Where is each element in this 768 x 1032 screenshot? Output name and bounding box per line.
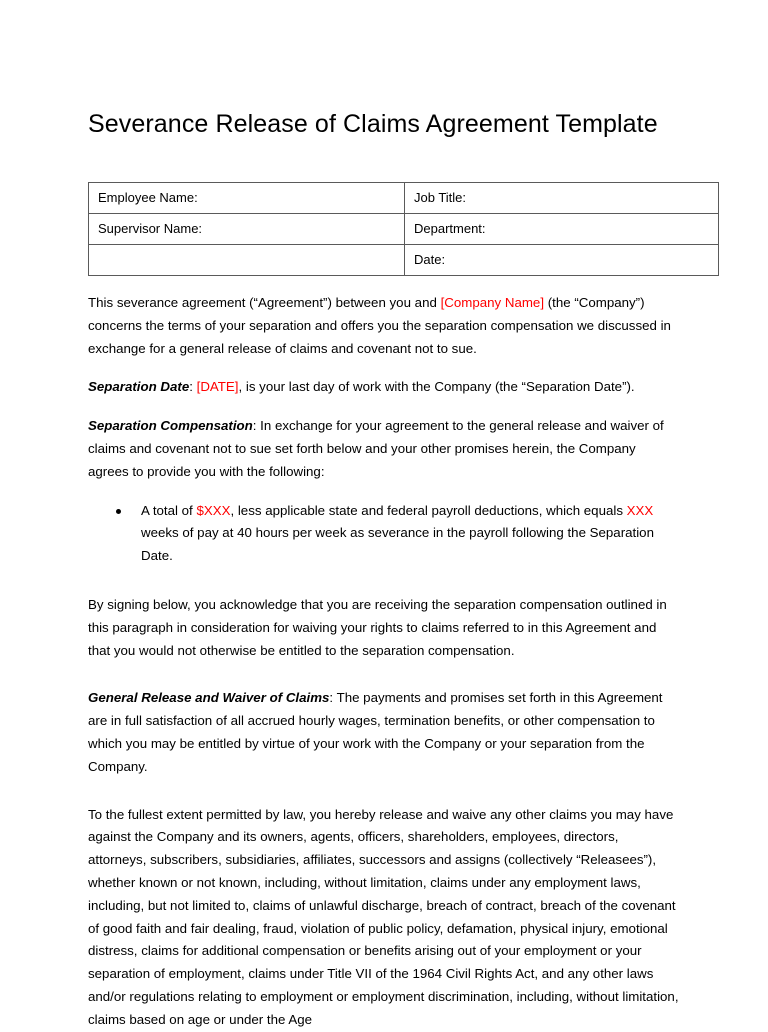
list-item bbox=[88, 500, 680, 568]
separation-compensation-paragraph bbox=[88, 399, 680, 483]
supervisor-name-cell: Supervisor Name: bbox=[89, 214, 405, 245]
page-title: Severance Release of Claims Agreement Template bbox=[88, 110, 658, 138]
paragraph-spacer bbox=[88, 568, 680, 578]
weeks-placeholder: XXX bbox=[626, 502, 654, 518]
employee-info-table bbox=[88, 182, 719, 276]
bullet-text-part2: , less applicable state and federal payroll deductions, which equals bbox=[230, 502, 627, 518]
company-name-placeholder: [Company Name] bbox=[440, 295, 545, 310]
paragraph-spacer bbox=[88, 662, 680, 672]
bullet-dot-icon bbox=[116, 509, 121, 514]
employee-name-cell: Employee Name: bbox=[89, 183, 405, 214]
table-row bbox=[89, 245, 719, 276]
separation-compensation-heading: Separation Compensation bbox=[88, 418, 253, 434]
general-release-heading: General Release and Waiver of Claims bbox=[88, 690, 330, 706]
intro-text-part2: (the “Company”) concerns the terms of your separation and offers you the separation compensation we discussed in exchange for a general release of claims and covenant not to sue. bbox=[88, 295, 671, 356]
amount-placeholder: $XXX bbox=[196, 502, 231, 518]
separation-date-heading: Separation Date bbox=[88, 379, 190, 395]
general-release-paragraph bbox=[88, 672, 680, 778]
acknowledgement-paragraph: By signing below, you acknowledge that you are receiving the separation compensation outlined in this paragraph in consideration for waiving your rights to claims referred to in this Agreement and that you would not otherwise be entitled to the separation compensation. bbox=[88, 596, 667, 658]
intro-paragraph bbox=[88, 276, 680, 360]
compensation-bullet-list bbox=[88, 484, 680, 568]
separation-date-colon: : bbox=[189, 379, 197, 395]
department-cell: Department: bbox=[405, 214, 719, 245]
bullet-text-part3: weeks of pay at 40 hours per week as severance in the payroll following the Separation Date. bbox=[141, 525, 654, 564]
empty-cell bbox=[89, 245, 405, 276]
date-cell: Date: bbox=[405, 245, 719, 276]
table-row bbox=[89, 183, 719, 214]
paragraph-spacer bbox=[88, 779, 680, 789]
intro-text-part1: This severance agreement (“Agreement”) between you and bbox=[88, 295, 441, 310]
general-release-text: : The payments and promises set forth in this Agreement are in full satisfaction of all accrued hourly wages, termination benefits, or other compensation to which you may be entitled by virtue of your work with the Company or your separation from the Company. bbox=[88, 690, 663, 774]
separation-date-text: , is your last day of work with the Company (the “Separation Date”). bbox=[238, 379, 635, 395]
table-row bbox=[89, 214, 719, 245]
fullest-extent-paragraph: To the fullest extent permitted by law, you hereby release and waive any other claims you may have against the Company and its owners, agents, officers, shareholders, employees, directors, attorneys, subscribers, subsidiaries, affiliates, successors and assigns (collectively “Releasees”), whether known or not known, including, without limitation, claims under any employment laws, including, but not limited to, claims of unlawful discharge, breach of contract, breach of the covenant of good faith and fair dealing, fraud, violation of public policy, defamation, physical injury, emotional distress, claims for additional compensation or benefits arising out of your employment or your separation of employment, claims under Title VII of the 1964 Civil Rights Act, and any other laws and/or regulations relating to employment or employment discrimination, including, without limitation, claims based on age or under the Age bbox=[88, 806, 679, 1027]
date-placeholder: [DATE] bbox=[196, 379, 239, 395]
job-title-cell: Job Title: bbox=[405, 183, 719, 214]
bullet-text-part1: A total of bbox=[141, 502, 197, 518]
separation-date-paragraph bbox=[88, 360, 680, 399]
separation-compensation-text: : In exchange for your agreement to the general release and waiver of claims and covenant not to sue set forth below and your other promises herein, the Company agrees to provide you with the following: bbox=[88, 418, 664, 479]
